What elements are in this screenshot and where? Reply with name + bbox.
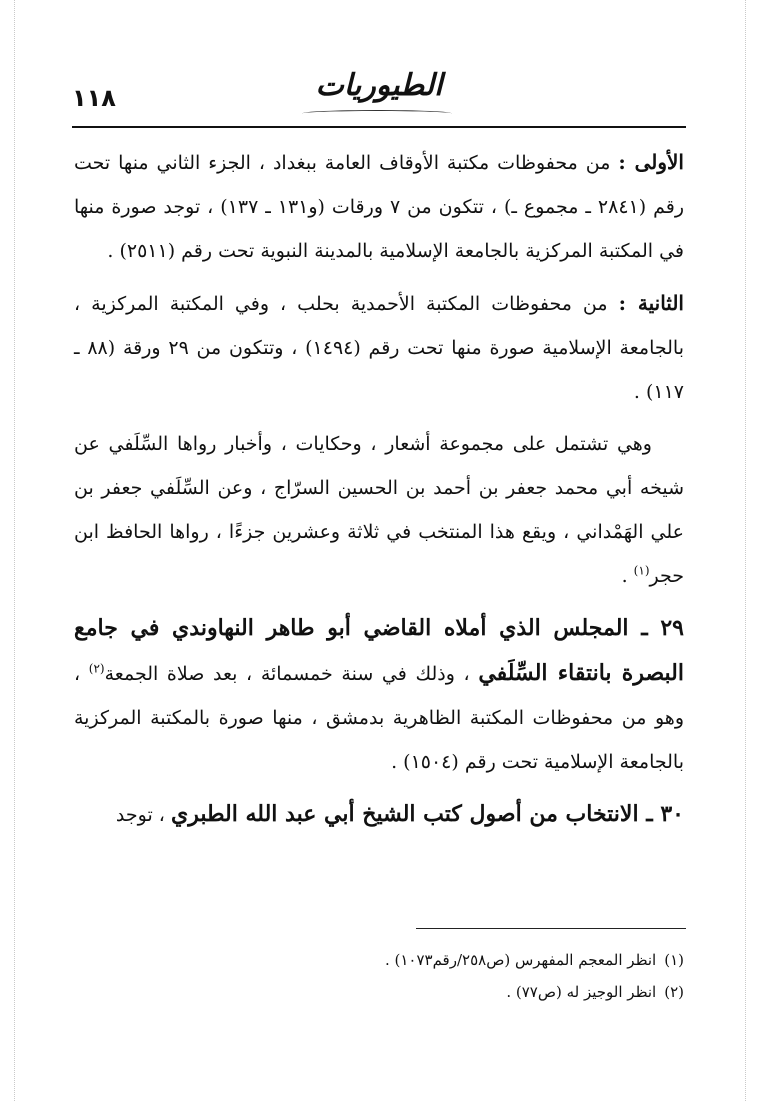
- paragraph-text-continued: ، وهو من محفوظات المكتبة الظاهرية بدمشق ، منها صورة بالمكتبة المركزية بالجامعة الإسلامية تحت رقم (١٥٠٤) .: [74, 663, 684, 773]
- paragraph-label: الثانية :: [618, 291, 684, 315]
- footnotes: [74, 944, 684, 1008]
- footnote-item: [74, 976, 684, 1008]
- scan-edge-right: [745, 0, 746, 1101]
- paragraph-text: من محفوظات مكتبة الأوقاف العامة ببغداد ، الجزء الثاني منها تحت رقم (٢٨٤١ ـ مجموع ـ) ، تتكون من ٧ ورقات (و١٣١ ـ ١٣٧) ، توجد صورة منها في المكتبة المركزية بالجامعة الإسلامية بالمدينة النبوية تحت رقم (٢٥١١) .: [74, 152, 684, 262]
- footnote-ref: (١): [633, 563, 650, 578]
- title-ornament: [302, 110, 452, 117]
- entry-29: [74, 606, 684, 784]
- paragraph-label: الأولى :: [618, 150, 684, 174]
- scan-edge-left: [14, 0, 15, 1101]
- running-title: الطيوريات: [315, 68, 443, 103]
- footnote-number: (٢): [664, 983, 684, 1001]
- footnote-ref: (٢): [88, 661, 105, 676]
- main-text: [74, 140, 684, 845]
- entry-title: ٣٠ ـ الانتخاب من أصول كتب الشيخ أبي عبد الله الطبري: [170, 801, 684, 827]
- footnote-number: (١): [664, 951, 684, 969]
- page-number: ١١٨: [72, 84, 116, 112]
- footnote-rule: [416, 928, 686, 929]
- paragraph-text: ، توجد: [115, 804, 171, 826]
- paragraph-description: [74, 422, 684, 598]
- paragraph-text: من محفوظات المكتبة الأحمدية بحلب ، وفي المكتبة المركزية ، بالجامعة الإسلامية صورة منها تحت رقم (١٤٩٤) ، وتتكون من ٢٩ ورقة (٨٨ ـ ١١٧) .: [74, 293, 684, 403]
- entry-title: ٢٩ ـ المجلس الذي أملاه القاضي أبو طاهر النهاوندي في جامع البصرة بانتقاء السِّلَفي: [74, 615, 684, 686]
- header-rule: [72, 126, 686, 128]
- footnote-text: انظر المعجم المفهرس (ص٢٥٨/رقم١٠٧٣) .: [384, 951, 657, 969]
- page-header: [72, 62, 686, 124]
- paragraph-end: .: [621, 565, 634, 587]
- footnote-text: انظر الوجيز له (ص٧٧) .: [506, 983, 657, 1001]
- paragraph-first-copy: [74, 140, 684, 273]
- entry-30: [74, 792, 684, 837]
- footnote-item: [74, 944, 684, 976]
- paragraph-text: ، وذلك في سنة خمسمائة ، بعد صلاة الجمعة: [104, 663, 479, 685]
- paragraph-second-copy: [74, 281, 684, 414]
- paragraph-text: وهي تشتمل على مجموعة أشعار ، وحكايات ، وأخبار رواها السِّلَفي عن شيخه أبي محمد جعفر بن أحمد بن الحسين السرّاج ، وعن السِّلَفي جعفر بن علي الهَمْداني ، ويقع هذا المنتخب في ثلاثة وعشرين جزءًا ، رواها الحافظ ابن حجر: [74, 433, 684, 587]
